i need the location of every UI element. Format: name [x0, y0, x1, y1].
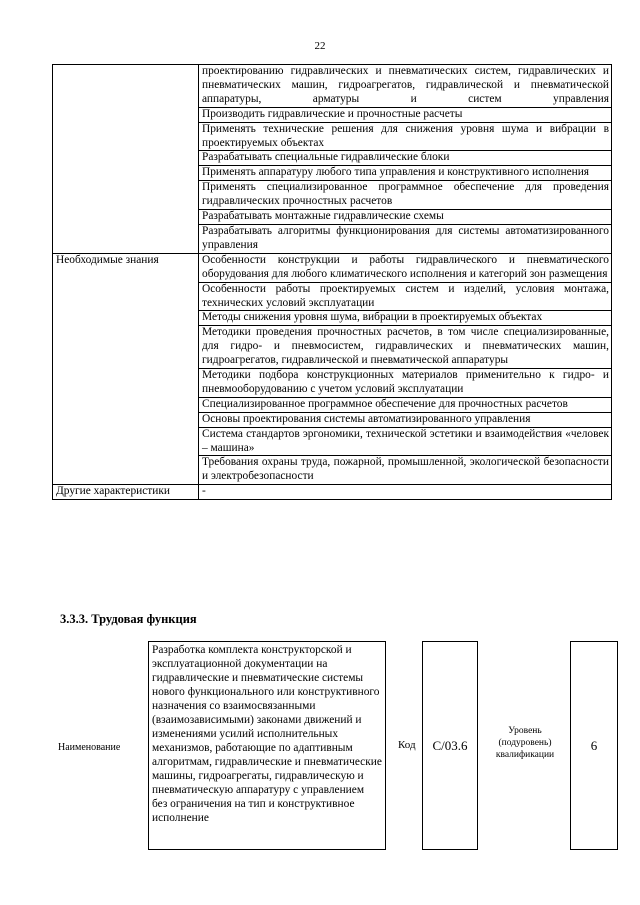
- table-cell: Особенности работы проектируемых систем и изделий, условия монтажа, технических условий эксплуатации: [199, 282, 612, 311]
- section-title: 3.3.3. Трудовая функция: [60, 612, 197, 626]
- table-cell: Разрабатывать специальные гидравлические блоки: [199, 151, 612, 166]
- code-label: Код: [398, 739, 416, 751]
- table-cell: Применять аппаратуру любого типа управления и конструктивного исполнения: [199, 166, 612, 181]
- table-cell: Специализированное программное обеспечение для прочностных расчетов: [199, 397, 612, 412]
- level-label: Уровень (подуровень) квалификации: [495, 726, 555, 760]
- table-cell: Применять технические решения для снижения уровня шума и вибрации в проектируемых объектах: [199, 122, 612, 151]
- table-row: [53, 65, 612, 108]
- table-cell: Требования охраны труда, пожарной, промышленной, экологической безопасности и электробезопасности: [199, 456, 612, 485]
- table-cell: Разрабатывать монтажные гидравлические схемы: [199, 210, 612, 225]
- table-cell: проектированию гидравлических и пневматических систем, гидравлических и пневматических машин, гидроагрегатов, гидравлической и пневматической аппаратуры, арматуры и систем управления: [199, 65, 612, 108]
- table-cell: Методы снижения уровня шума, вибрации в проектируемых объектах: [199, 311, 612, 326]
- row-label: [53, 65, 199, 254]
- code-value: C/03.6: [432, 737, 468, 753]
- level-value: 6: [590, 737, 598, 753]
- code-box: [422, 641, 478, 850]
- row-label: Другие характеристики: [53, 485, 199, 500]
- table-cell: Разрабатывать алгоритмы функционирования для системы автоматизированного управления: [199, 224, 612, 253]
- table-cell: Система стандартов эргономики, технической эстетики и взаимодействия «человек – машина»: [199, 427, 612, 456]
- level-box: [570, 641, 618, 850]
- table-cell: Применять специализированное программное обеспечение для проведения гидравлических прочностных расчетов: [199, 181, 612, 210]
- table-row: [53, 253, 612, 282]
- name-label: Наименование: [58, 742, 121, 753]
- page-number: 22: [314, 40, 326, 52]
- requirements-table: [52, 64, 612, 500]
- table-cell: Особенности конструкции и работы гидравлического и пневматического оборудования для любого климатического исполнения и категорий зон размещения: [199, 253, 612, 282]
- table-cell: Основы проектирования системы автоматизированного управления: [199, 412, 612, 427]
- function-name-box: Разработка комплекта конструкторской и эксплуатационной документации на гидравлические и пневматические системы нового функционального или конструктивного назначения со взаимосвязанными (взаимозависимыми) законами движений и изменениями усилий исполнительных механизмов, работающие по адаптивным алгоритмам, гидравлические и пневматические машины, гидроагрегаты, гидравлическую и пневматическую аппаратуру с управлением без ограничения на тип и конструктивное исполнение: [148, 641, 386, 850]
- table-cell: -: [199, 485, 612, 500]
- row-label: Необходимые знания: [53, 253, 199, 485]
- table-cell: Методики подбора конструкционных материалов применительно к гидро- и пневмооборудованию с учетом условий эксплуатации: [199, 369, 612, 398]
- table-cell: Методики проведения прочностных расчетов, в том числе специализированные, для гидро- и пневмосистем, гидравлических и пневматических машин, гидроагрегатов, гидравлической и пневматической аппаратуры: [199, 326, 612, 369]
- table-cell: Производить гидравлические и прочностные расчеты: [199, 107, 612, 122]
- table-row: [53, 485, 612, 500]
